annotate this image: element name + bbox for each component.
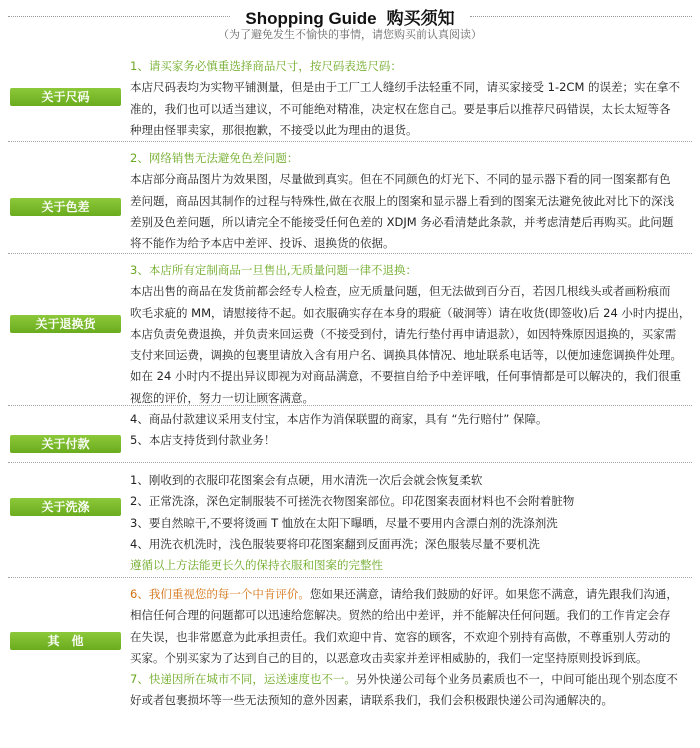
section-line: 本店出售的商品在发货前都会经专人检查，应无质量问题，但无法做到百分百，若因几根线头或者画粉痕而 [130,284,671,299]
section-line: 买家。个别买家为了达到自己的目的，以恶意攻击卖家并差评相威胁的，我们一定坚持原则投诉到底。 [130,650,648,665]
section-returns-content [130,260,692,409]
section-line: 3、本店所有定制商品一旦售出,无质量问题一律不退换： [130,263,417,277]
section-line: 本店部分商品图片为效果图，尽量做到真实。但在不同颜色的灯光下、不同的显示器下看的同一图案都有色 [130,172,671,187]
section-line: 差别及色差问题，所以请完全不能接受任何色差的 XDJM 务必看清楚此条款，并考虑清楚后再购买。此问题 [130,214,674,229]
section-line: 本店负责免费退换，并负责来回运费（不接受到付，请先行垫付再申请退款），如因特殊原因退换的，买家需 [130,326,677,341]
section-line: 4、用洗衣机洗时，浅色服装要将印花图案翻到反面再洗；深色服装尽量不要机洗 [130,536,540,551]
section-line: 视您的评价，努力一切让顾客满意。 [130,390,314,405]
section-line: 在失误，也非常愿意为此承担责任。我们欢迎中肯、宽容的顾客，不欢迎个别持有高傲，不尊重别人劳动的 [130,629,671,644]
shopping-guide-header [0,0,700,46]
section-divider [8,462,692,463]
section-size [0,56,700,142]
section-line: 好或者包裹损坏等一些无法预知的意外因素，请联系我们，我们会积极跟快递公司沟通解决的。 [130,693,613,708]
section-divider [8,577,692,578]
section-line: 您如果还满意，请给我们鼓励的好评。如果您不满意，请先跟我们沟通， [309,587,678,601]
section-other-content [130,584,692,712]
section-line: 相信任何合理的问题都可以迅速给您解决。贸然的给出中差评，并不能解决任何问题。我们的工作肯定会存 [130,608,671,623]
section-line: 3、要自然晾干,不要将烫画 T 恤放在太阳下曝晒，尽量不要用内含漂白剂的洗涤剂洗 [130,515,558,530]
section-divider [8,253,692,254]
section-label-other: 其 他 [10,632,121,650]
section-line: 2、正常洗涤，深色定制服装不可搓洗衣物图案部位。印花图案表面材料也不会附着脏物 [130,494,575,509]
section-label-size: 关于尺码 [10,88,121,106]
section-line: 如在 24 小时内不提出异议即视为对商品满意，不要揎自给予中差评哦，任何事情都是可以解决的，我们很重 [130,369,681,384]
section-line: 将不能作为给予本店中差评、投诉、退换货的依据。 [130,236,395,251]
section-line: 2、网络销售无法避免色差问题： [130,151,299,165]
section-line: 1、请买家务必慎重选择商品尺寸，按尺码表选尺码： [130,59,402,73]
section-label-color-difference: 关于色差 [10,198,121,216]
section-divider [8,141,692,142]
section-payment-content [130,409,692,452]
section-line: 1、刚收到的衣服印花图案会有点硬，用水清洗一次后会就会恢复柔软 [130,473,483,487]
section-divider [8,405,692,406]
section-line-mixed [130,584,692,605]
section-line: 5、本店支持货到付款业务！ [130,433,276,448]
section-line: 本店尺码表均为实物平铺测量，但是由于工厂工人缝纫手法轻重不同，请买家接受 1-2CM 的误差；实在拿不 [130,80,681,95]
section-line: 准的，我们也可以适当建议，不可能绝对精准，决定权在您自己。要是事后以推荐尺码错误，太长太短等各 [130,101,671,116]
section-label-payment: 关于付款 [10,435,121,453]
section-line-mixed [130,669,692,690]
title-english: Shopping Guide [245,9,377,28]
section-size-content [130,56,692,141]
title-chinese: 购买须知 [386,9,455,29]
section-washing-content [130,470,692,576]
section-color-content [130,148,692,254]
section-other [0,584,700,714]
highlight-text: 6、我们重视您的每一个中肯评价。 [130,587,310,601]
section-color-difference [0,148,700,254]
section-payment [0,409,700,463]
page-subtitle: （为了避免发生不愉快的事情，请您购买前认真阅读） [218,28,482,41]
section-label-returns: 关于退换货 [10,315,121,333]
section-returns [0,260,700,406]
section-line: 差问题，商品因其制作的过程与特殊性,做在衣服上的图案和显示器上看到的图案无法避免彼此对比下的深浅 [130,193,675,208]
section-line: 支付来回运费，调换的包裹里请放入含有用户名、调换具体情况、地址联系电话等，以便加速您调换件处理。 [130,348,682,363]
section-line: 4、商品付款建议采用支付宝，本店作为消保联盟的商家，具有 “先行赔付” 保障。 [130,412,548,426]
highlight-text: 7、快递因所在城市不同，运送速度也不一。 [130,672,356,687]
section-line: 吹毛求疵的 MM，请慰接待不起。如衣服确实存在本身的瑕疵（破洞等）请在收货(即签收)后 24 小时内提出， [130,305,691,320]
section-line: 另外快递公司每个业务员素质也不一，中间可能出现个别态度不 [355,672,678,687]
section-label-washing: 关于洗涤 [10,498,121,516]
section-washing [0,470,700,578]
section-line: 种理由怪罪卖家，那很抱歉，不接受以此为理由的退货。 [130,122,418,137]
section-line: 遵循以上方法能更长久的保持衣服和图案的完整性 [130,558,383,573]
